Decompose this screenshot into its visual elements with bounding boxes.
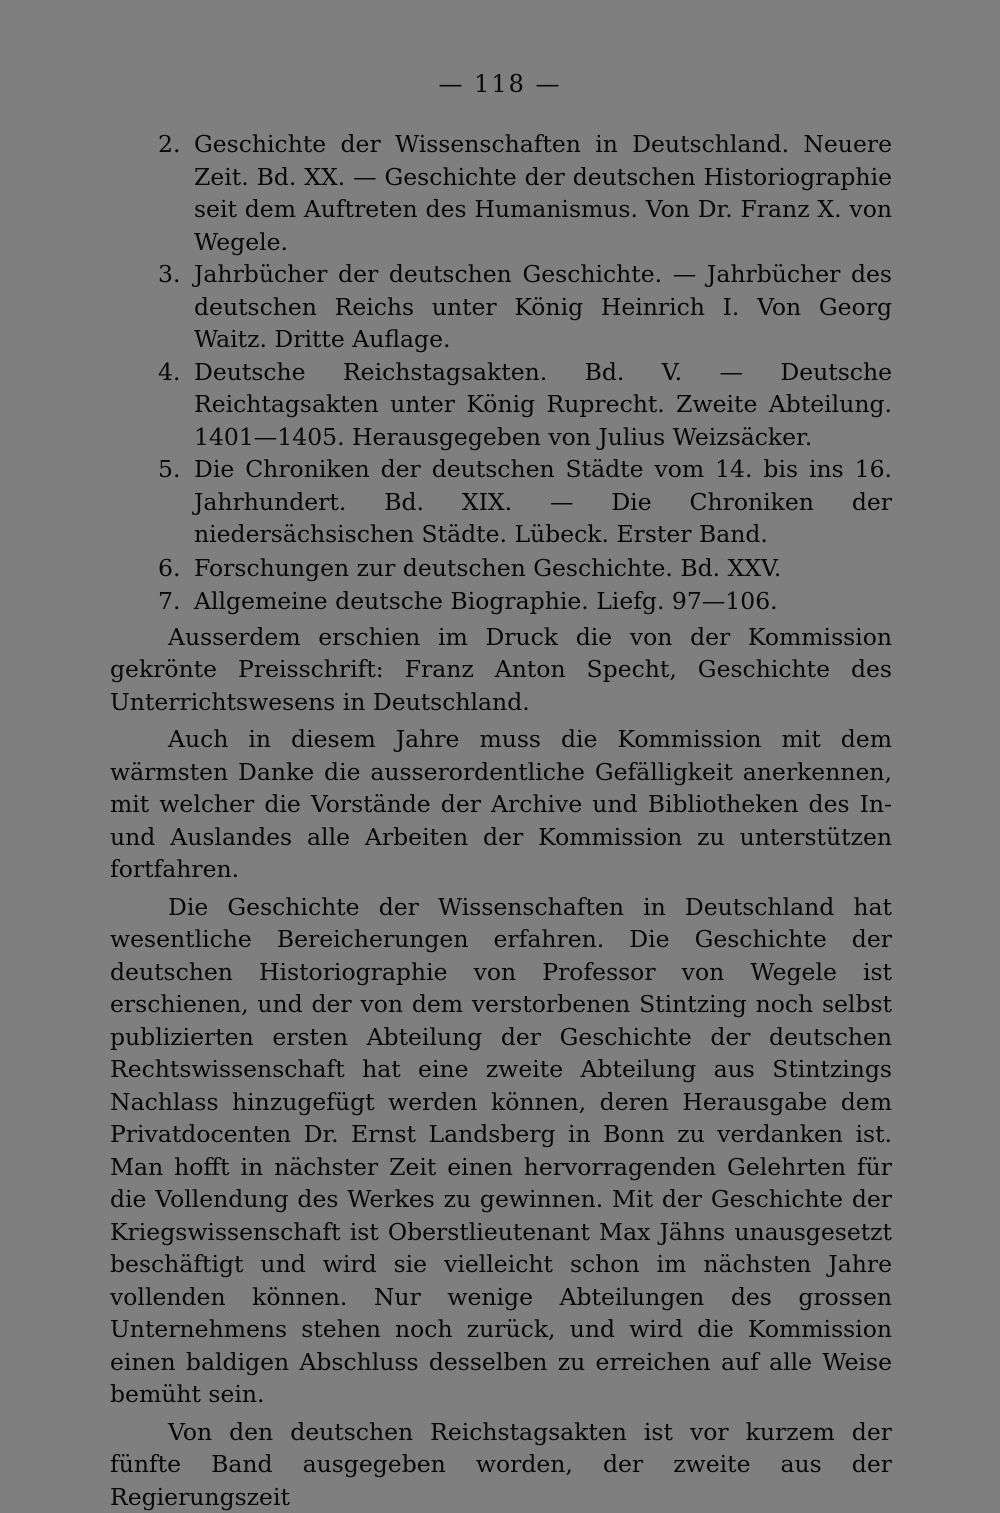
list-item bbox=[110, 453, 892, 551]
list-item-number: 2. bbox=[158, 128, 192, 161]
publication-list bbox=[110, 128, 892, 618]
list-item-number: 5. bbox=[158, 453, 192, 486]
list-item-number: 6. bbox=[158, 552, 192, 585]
list-item bbox=[110, 585, 892, 618]
list-item-text: Geschichte der Wissenschaften in Deutschland. Neuere Zeit. Bd. XX. — Geschichte der deutschen Historiographie seit dem Auftreten des Humanismus. Von Dr. Franz X. von Wegele. bbox=[194, 130, 892, 256]
list-item-number: 7. bbox=[158, 585, 192, 618]
list-item-text: Deutsche Reichstagsakten. Bd. V. — Deutsche Reichtagsakten unter König Ruprecht. Zweite Abteilung. 1401—1405. Herausgegeben von Julius Weizsäcker. bbox=[194, 358, 892, 451]
paragraph-preisschrift: Ausserdem erschien im Druck die von der Kommission gekrönte Preisschrift: Franz Anton Specht, Geschichte des Unterrichtswesens in Deutschland. bbox=[110, 621, 892, 719]
list-item bbox=[110, 356, 892, 454]
list-item bbox=[110, 258, 892, 356]
paragraph-dank: Auch in diesem Jahre muss die Kommission mit dem wärmsten Danke die ausserordentliche Gefälligkeit anerkennen, mit welcher die Vorstände der Archive und Bibliotheken des In- und Auslandes alle Arbeiten der Kommission zu unterstützen fortfahren. bbox=[110, 723, 892, 886]
page-number: — 118 — bbox=[0, 70, 1000, 98]
list-item-text: Allgemeine deutsche Biographie. Liefg. 97—106. bbox=[194, 587, 778, 615]
list-item-text: Jahrbücher der deutschen Geschichte. — Jahrbücher des deutschen Reichs unter König Heinrich I. Von Georg Waitz. Dritte Auflage. bbox=[194, 260, 892, 353]
list-item-text: Die Chroniken der deutschen Städte vom 14. bis ins 16. Jahrhundert. Bd. XIX. — Die Chroniken der niedersächsischen Städte. Lübeck. Erster Band. bbox=[194, 455, 892, 548]
list-item bbox=[110, 552, 892, 585]
list-item-number: 4. bbox=[158, 356, 192, 389]
paragraph-reichstagsakten: Von den deutschen Reichstagsakten ist vor kurzem der fünfte Band ausgegeben worden, der zweite aus der Regierungszeit bbox=[110, 1416, 892, 1513]
list-item-number: 3. bbox=[158, 258, 192, 291]
list-item-text: Forschungen zur deutschen Geschichte. Bd. XXV. bbox=[194, 554, 781, 582]
text-column bbox=[110, 128, 892, 1513]
paragraph-wissenschaften: Die Geschichte der Wissenschaften in Deutschland hat wesentliche Bereicherungen erfahren. Die Geschichte der deutschen Historiographie von Professor von Wegele ist erschienen, und der von dem verstorbenen Stintzing noch selbst publizierten ersten Abteilung der Geschichte der deutschen Rechtswissenschaft hat eine zweite Abteilung aus Stintzings Nachlass hinzugefügt werden können, deren Herausgabe dem Privatdocenten Dr. Ernst Landsberg in Bonn zu verdanken ist. Man hofft in nächster Zeit einen hervorragenden Gelehrten für die Vollendung des Werkes zu gewinnen. Mit der Geschichte der Kriegswissenschaft ist Oberstlieutenant Max Jähns unausgesetzt beschäftigt und wird sie vielleicht schon im nächsten Jahre vollenden können. Nur wenige Abteilungen des grossen Unternehmens stehen noch zurück, und wird die Kommission einen baldigen Abschluss desselben zu erreichen auf alle Weise bemüht sein. bbox=[110, 891, 892, 1411]
list-item bbox=[110, 128, 892, 258]
